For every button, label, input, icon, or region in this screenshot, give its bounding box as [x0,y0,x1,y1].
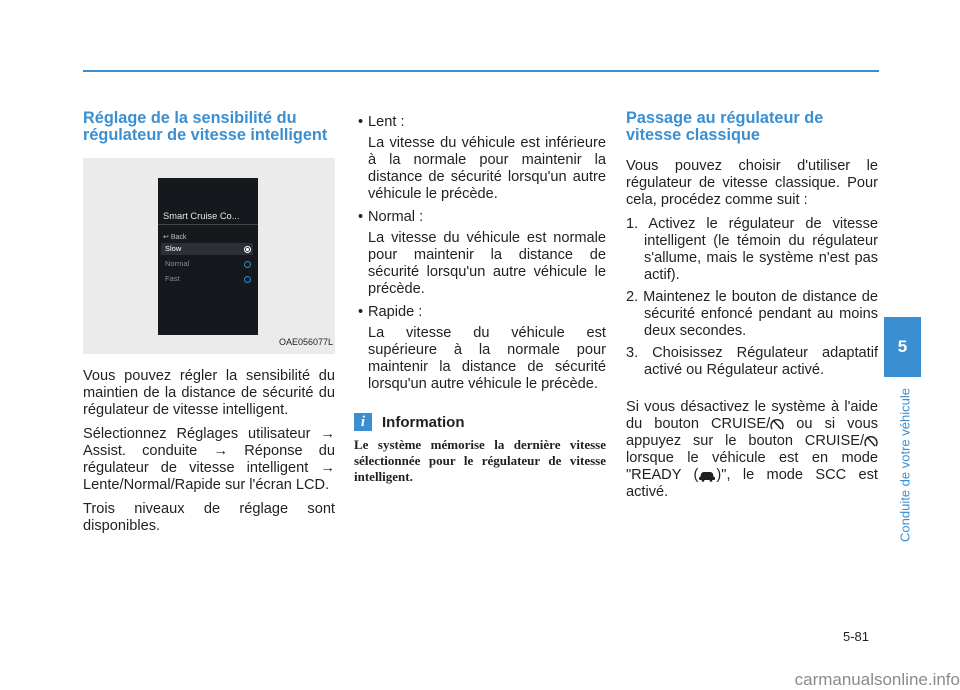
figure-code: OAE056077L [278,337,333,347]
section-heading-classic: Passage au régulateur de vitesse classique [626,109,824,144]
lcd-option-label: Fast [165,274,180,283]
watermark: carmanualsonline.info [794,670,960,689]
mode-label: • Rapide : [354,304,606,321]
lcd-title: Smart Cruise Co... [163,211,240,221]
middle-column [354,114,606,485]
lcd-option-label: Slow [165,244,182,253]
info-title: Information [382,413,465,431]
paragraph-steps: Sélectionnez Réglages utilisateur → Assist. conduite → Réponse du régulateur de vitesse intelligent → Lente/Normal/Rapide sur l'écran LCD. [83,426,335,493]
info-header [354,413,606,431]
radio-icon [244,276,251,283]
lcd-option-fast [161,273,253,285]
lcd-figure [83,158,335,354]
list-item [354,304,606,393]
paragraph-intro: Vous pouvez régler la sensibilité du maintien de la distance de sécurité du régulateur de vitesse intelligent. [83,368,335,418]
chapter-label-text: Conduite de votre véhicule [897,388,913,542]
lcd-option-normal [161,258,253,270]
mode-label: • Lent : [354,114,606,131]
list-item [354,114,606,203]
list-item: 1. Activez le régulateur de vitesse intelligent (le témoin du régulateur s'allume, mais le système n'est pas actif). [626,216,878,283]
lcd-back-label: Back [170,234,187,241]
lcd-option-label: Normal [165,259,190,268]
paragraph-levels: Trois niveaux de réglage sont disponibles. [83,501,335,534]
final-text-d: )", le mode SCC est activé. [626,467,878,500]
list-item: 2. Maintenez le bouton de distance de sécurité enfoncé pendant au moins deux secondes. [626,289,878,339]
final-text-b: ou si vous appuyez sur le bouton CRUISE/ [626,416,878,449]
header-rule [83,70,879,72]
section-heading-sensitivity: Réglage de la sensibilité du régulateur de vitesse intelligent [83,109,328,144]
mode-list [354,114,606,393]
list-item: 3. Choisissez Régulateur adaptatif activé ou Régulateur activé. [626,345,878,378]
car-icon [698,469,716,482]
radio-icon [244,261,251,268]
radio-selected-icon [244,246,251,253]
page-number: 5-81 [843,629,870,644]
back-arrow-icon: ↩ [163,234,171,241]
paragraph-classic-intro: Vous pouvez choisir d'utiliser le régulateur de vitesse classique. Pour cela, procédez comme suit : [626,158,878,208]
lcd-option-slow [161,243,253,255]
mode-description: La vitesse du véhicule est supérieure à la normale pour maintenir la distance de sécurité lorsqu'un autre véhicule le précède. [368,325,606,392]
right-column [626,110,878,508]
chapter-tab: 5 [884,317,921,377]
final-text-a: Si vous désactivez le système à l'aide du bouton CRUISE/ [626,399,878,432]
mode-description: La vitesse du véhicule est inférieure à la normale pour maintenir la distance de sécurité lorsqu'un autre véhicule le précède. [368,135,606,202]
info-icon: i [354,413,372,431]
lcd-screen [158,178,258,335]
final-text-c: lorsque le véhicule est en mode "READY ( [626,450,878,483]
left-column [83,110,335,542]
mode-label: • Normal : [354,209,606,226]
list-item [354,209,606,298]
steps-list [626,216,878,379]
cruise-cancel-icon [864,435,878,448]
cruise-cancel-icon [770,418,784,431]
lcd-divider [158,224,258,225]
mode-description: La vitesse du véhicule est normale pour maintenir la distance de sécurité lorsqu'un autre véhicule le précède. [368,230,606,297]
paragraph-final [626,399,878,501]
info-text: Le système mémorise la dernière vitesse sélectionnée pour le régulateur de vitesse intelligent. [354,437,606,484]
chapter-label [895,380,915,550]
